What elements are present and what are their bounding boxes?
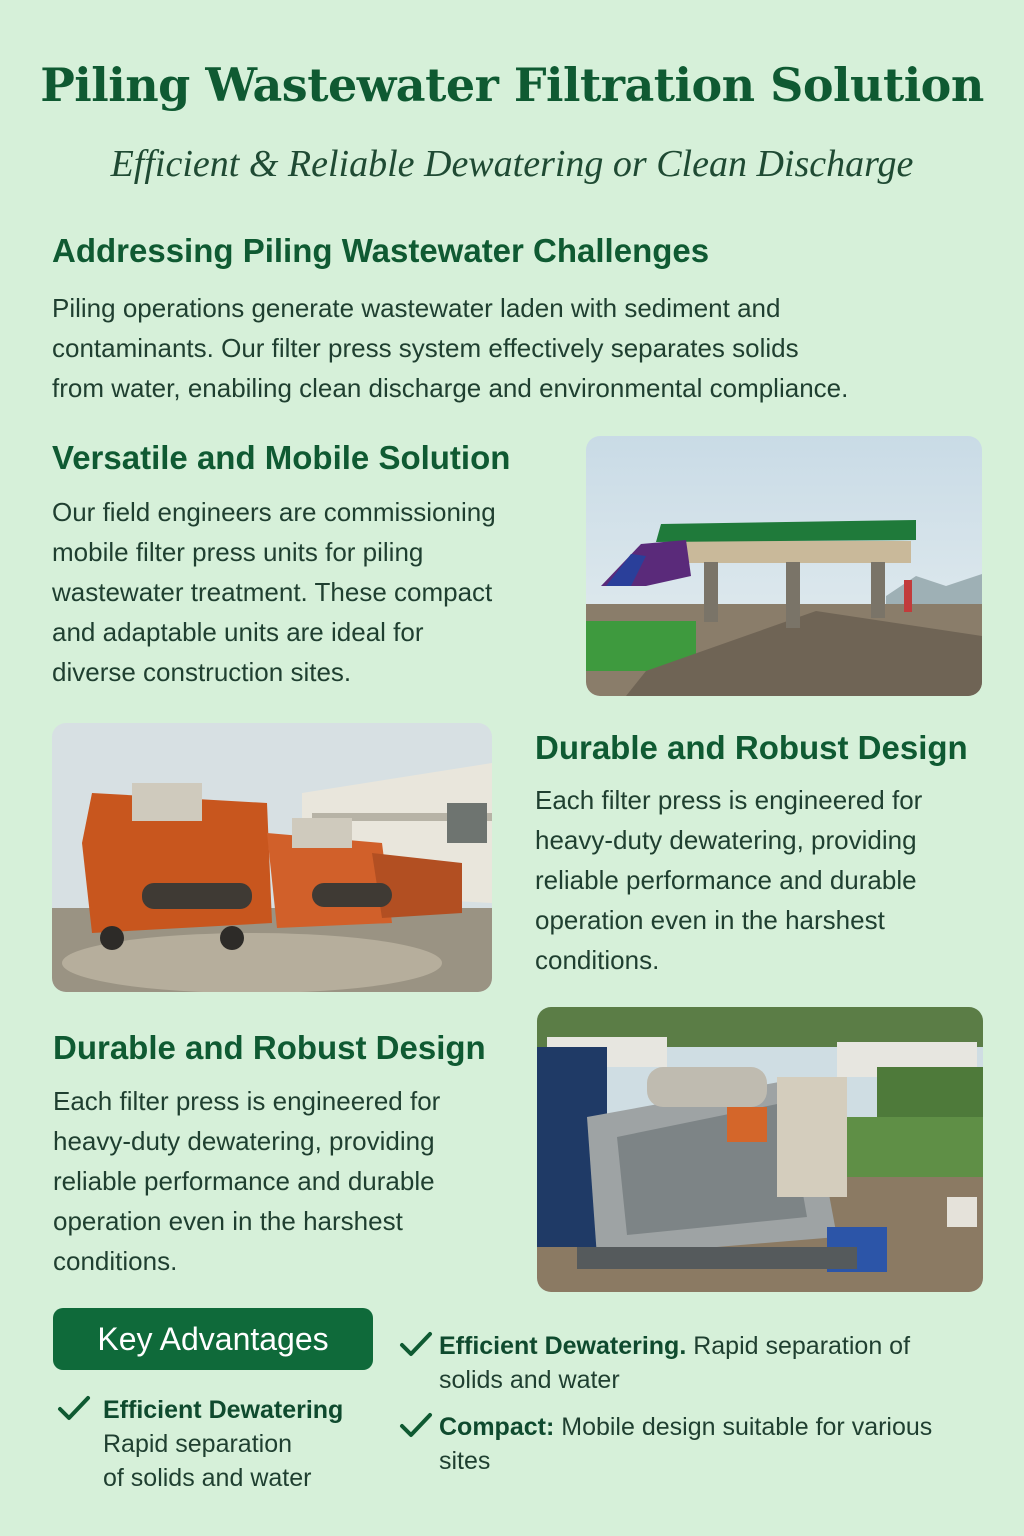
advantage-desc: solids and water (439, 1366, 620, 1394)
check-icon (398, 1329, 434, 1359)
mobile-trailer-units-photo (52, 723, 492, 992)
versatile-line: Our field engineers are commissioning (52, 497, 496, 527)
advantage-desc: sites (439, 1447, 491, 1475)
durable-heading-1: Durable and Robust Design (535, 729, 968, 766)
challenges-line: Piling operations generate wastewater laden with sediment and (52, 293, 781, 323)
versatile-line: and adaptable units are ideal for (52, 617, 424, 647)
versatile-text (52, 492, 496, 692)
challenges-text (52, 288, 848, 408)
challenges-heading: Addressing Piling Wastewater Challenges (52, 232, 710, 269)
filter-press-shed-photo (586, 436, 982, 696)
versatile-line: diverse construction sites. (52, 657, 352, 687)
check-icon (398, 1410, 434, 1440)
durable-heading-2: Durable and Robust Design (53, 1029, 486, 1066)
advantage-desc: Rapid separation (103, 1430, 293, 1458)
advantage-desc: Mobile design suitable for various (561, 1413, 933, 1441)
page-title: Piling Wastewater Filtration Solution (40, 58, 984, 112)
durable-line: operation even in the harshest (535, 905, 885, 935)
durable-line: conditions. (53, 1246, 178, 1276)
advantage-title: Compact: (439, 1413, 555, 1441)
durable-line: heavy-duty dewatering, providing (53, 1126, 435, 1156)
durable-line: heavy-duty dewatering, providing (535, 825, 917, 855)
versatile-heading: Versatile and Mobile Solution (52, 439, 511, 476)
durable-line: Each filter press is engineered for (535, 785, 923, 815)
durable-text-2 (53, 1081, 440, 1281)
versatile-line: wastewater treatment. These compact (52, 577, 493, 607)
versatile-line: mobile filter press units for piling (52, 537, 424, 567)
check-icon (56, 1393, 92, 1423)
advantage-item-right-1 (398, 1329, 998, 1399)
page-subtitle: Efficient & Reliable Dewatering or Clean Discharge (110, 143, 914, 185)
steel-filter-press-photo (537, 1007, 983, 1292)
durable-line: operation even in the harshest (53, 1206, 403, 1236)
durable-line: reliable performance and durable (535, 865, 917, 895)
key-advantages-heading: Key Advantages (53, 1308, 373, 1370)
durable-text-1 (535, 780, 922, 980)
advantage-item-right-2 (398, 1410, 998, 1480)
durable-line: conditions. (535, 945, 660, 975)
durable-line: reliable performance and durable (53, 1166, 435, 1196)
challenges-line: contaminants. Our filter press system effectively separates solids (52, 333, 799, 363)
advantage-desc: of solids and water (103, 1464, 312, 1492)
advantage-title: Efficient Dewatering (103, 1396, 344, 1424)
advantage-desc: Rapid separation of (693, 1332, 911, 1360)
advantage-title: Efficient Dewatering. (439, 1332, 687, 1360)
challenges-line: from water, enabiling clean discharge and environmental compliance. (52, 373, 849, 403)
durable-line: Each filter press is engineered for (53, 1086, 441, 1116)
advantage-item-left (56, 1393, 376, 1503)
